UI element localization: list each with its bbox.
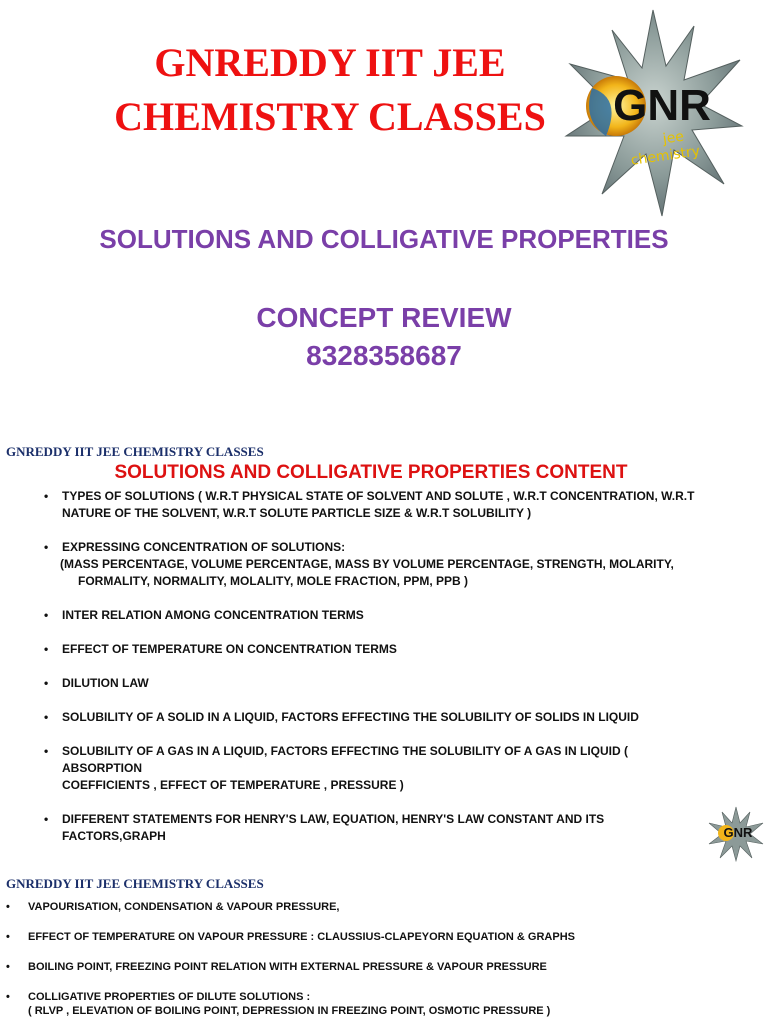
list-item <box>6 900 746 914</box>
list-item-text: SOLUBILITY OF A SOLID IN A LIQUID, FACTORS EFFECTING THE SOLUBILITY OF SOLIDS IN LIQUID <box>62 710 639 724</box>
phone-number: 8328358687 <box>306 340 462 371</box>
bullet-icon: • <box>44 676 49 690</box>
list-item <box>40 811 710 845</box>
bullet-icon: • <box>44 710 49 724</box>
list-item <box>40 539 710 590</box>
list-item <box>40 607 710 624</box>
list-item <box>6 960 746 974</box>
list-item-text: COEFFICIENTS , EFFECT OF TEMPERATURE , PRESSURE ) <box>62 778 404 792</box>
subtitle: SOLUTIONS AND COLLIGATIVE PROPERTIES <box>99 224 669 254</box>
list-item <box>40 709 710 726</box>
bullet-icon: • <box>6 901 10 913</box>
list-item-text: EFFECT OF TEMPERATURE ON VAPOUR PRESSURE : CLAUSSIUS-CLAPEYORN EQUATION & GRAPHS <box>28 931 575 943</box>
list-item <box>6 930 746 944</box>
topic-list <box>40 488 710 896</box>
topic-list-continued <box>6 900 746 1034</box>
gnr-star-logo-icon <box>562 8 744 218</box>
list-item-text: BOILING POINT, FREEZING POINT RELATION WITH EXTERNAL PRESSURE & VAPOUR PRESSURE <box>28 961 547 973</box>
brand-header: GNREDDY IIT JEE CHEMISTRY CLASSES <box>6 876 264 891</box>
list-item-text: DILUTION LAW <box>62 676 149 690</box>
title-slide <box>0 0 768 418</box>
bullet-icon: • <box>44 642 49 656</box>
bullet-icon: • <box>6 991 10 1003</box>
list-item-text: INTER RELATION AMONG CONCENTRATION TERMS <box>62 608 364 622</box>
bullet-icon: • <box>44 812 49 826</box>
gnr-small-star-logo-icon <box>708 806 764 862</box>
logo-sub-text-1: jee <box>661 128 686 148</box>
list-item <box>40 675 710 692</box>
bullet-icon: • <box>6 961 10 973</box>
logo-main-text: GNR <box>613 81 711 130</box>
bullet-icon: • <box>6 931 10 943</box>
list-item <box>6 990 746 1018</box>
content-slide <box>0 430 768 860</box>
list-item-text: EFFECT OF TEMPERATURE ON CONCENTRATION TERMS <box>62 642 397 656</box>
bullet-icon: • <box>44 540 49 554</box>
title-line-1: GNREDDY IIT JEE <box>154 40 506 85</box>
list-item-text: COLLIGATIVE PROPERTIES OF DILUTE SOLUTIONS : <box>28 991 311 1003</box>
list-item-text: EXPRESSING CONCENTRATION OF SOLUTIONS: <box>62 540 346 554</box>
bullet-icon: • <box>44 608 49 622</box>
small-logo-text: GNR <box>723 825 753 840</box>
list-item-text: (MASS PERCENTAGE, VOLUME PERCENTAGE, MASS BY VOLUME PERCENTAGE, STRENGTH, MOLARITY, <box>60 557 674 571</box>
list-item-text: FORMALITY, NORMALITY, MOLALITY, MOLE FRACTION, PPM, PPB ) <box>78 574 468 588</box>
list-item-text: NATURE OF THE SOLVENT, W.R.T SOLUTE PARTICLE SIZE & W.R.T SOLUBILITY ) <box>62 506 532 520</box>
list-item-text: ( RLVP , ELEVATION OF BOILING POINT, DEPRESSION IN FREEZING POINT, OSMOTIC PRESSURE ) <box>28 1005 551 1017</box>
bullet-icon: • <box>44 489 49 503</box>
list-item <box>40 488 710 522</box>
concept-review: CONCEPT REVIEW <box>256 302 512 333</box>
list-item <box>40 641 710 658</box>
content-heading: SOLUTIONS AND COLLIGATIVE PROPERTIES CONTENT <box>114 462 628 483</box>
list-item-text: VAPOURISATION, CONDENSATION & VAPOUR PRESSURE, <box>28 901 340 913</box>
bullet-icon: • <box>44 744 49 758</box>
title-line-2: CHEMISTRY CLASSES <box>114 94 546 139</box>
logo-sub-text-2: chemistry <box>629 143 701 169</box>
brand-header: GNREDDY IIT JEE CHEMISTRY CLASSES <box>6 444 264 459</box>
list-item-text: SOLUBILITY OF A GAS IN A LIQUID, FACTORS EFFECTING THE SOLUBILITY OF A GAS IN LIQUID ( ABSORPTION <box>62 744 629 775</box>
content-slide-continued <box>0 862 768 1024</box>
list-item-text: DIFFERENT STATEMENTS FOR HENRY'S LAW, EQUATION, HENRY'S LAW CONSTANT AND ITS FACTORS,GRAPH <box>62 812 605 843</box>
list-item-text: TYPES OF SOLUTIONS ( W.R.T PHYSICAL STATE OF SOLVENT AND SOLUTE , W.R.T CONCENTRATION, W.R.T <box>62 489 695 503</box>
list-item <box>40 743 710 794</box>
